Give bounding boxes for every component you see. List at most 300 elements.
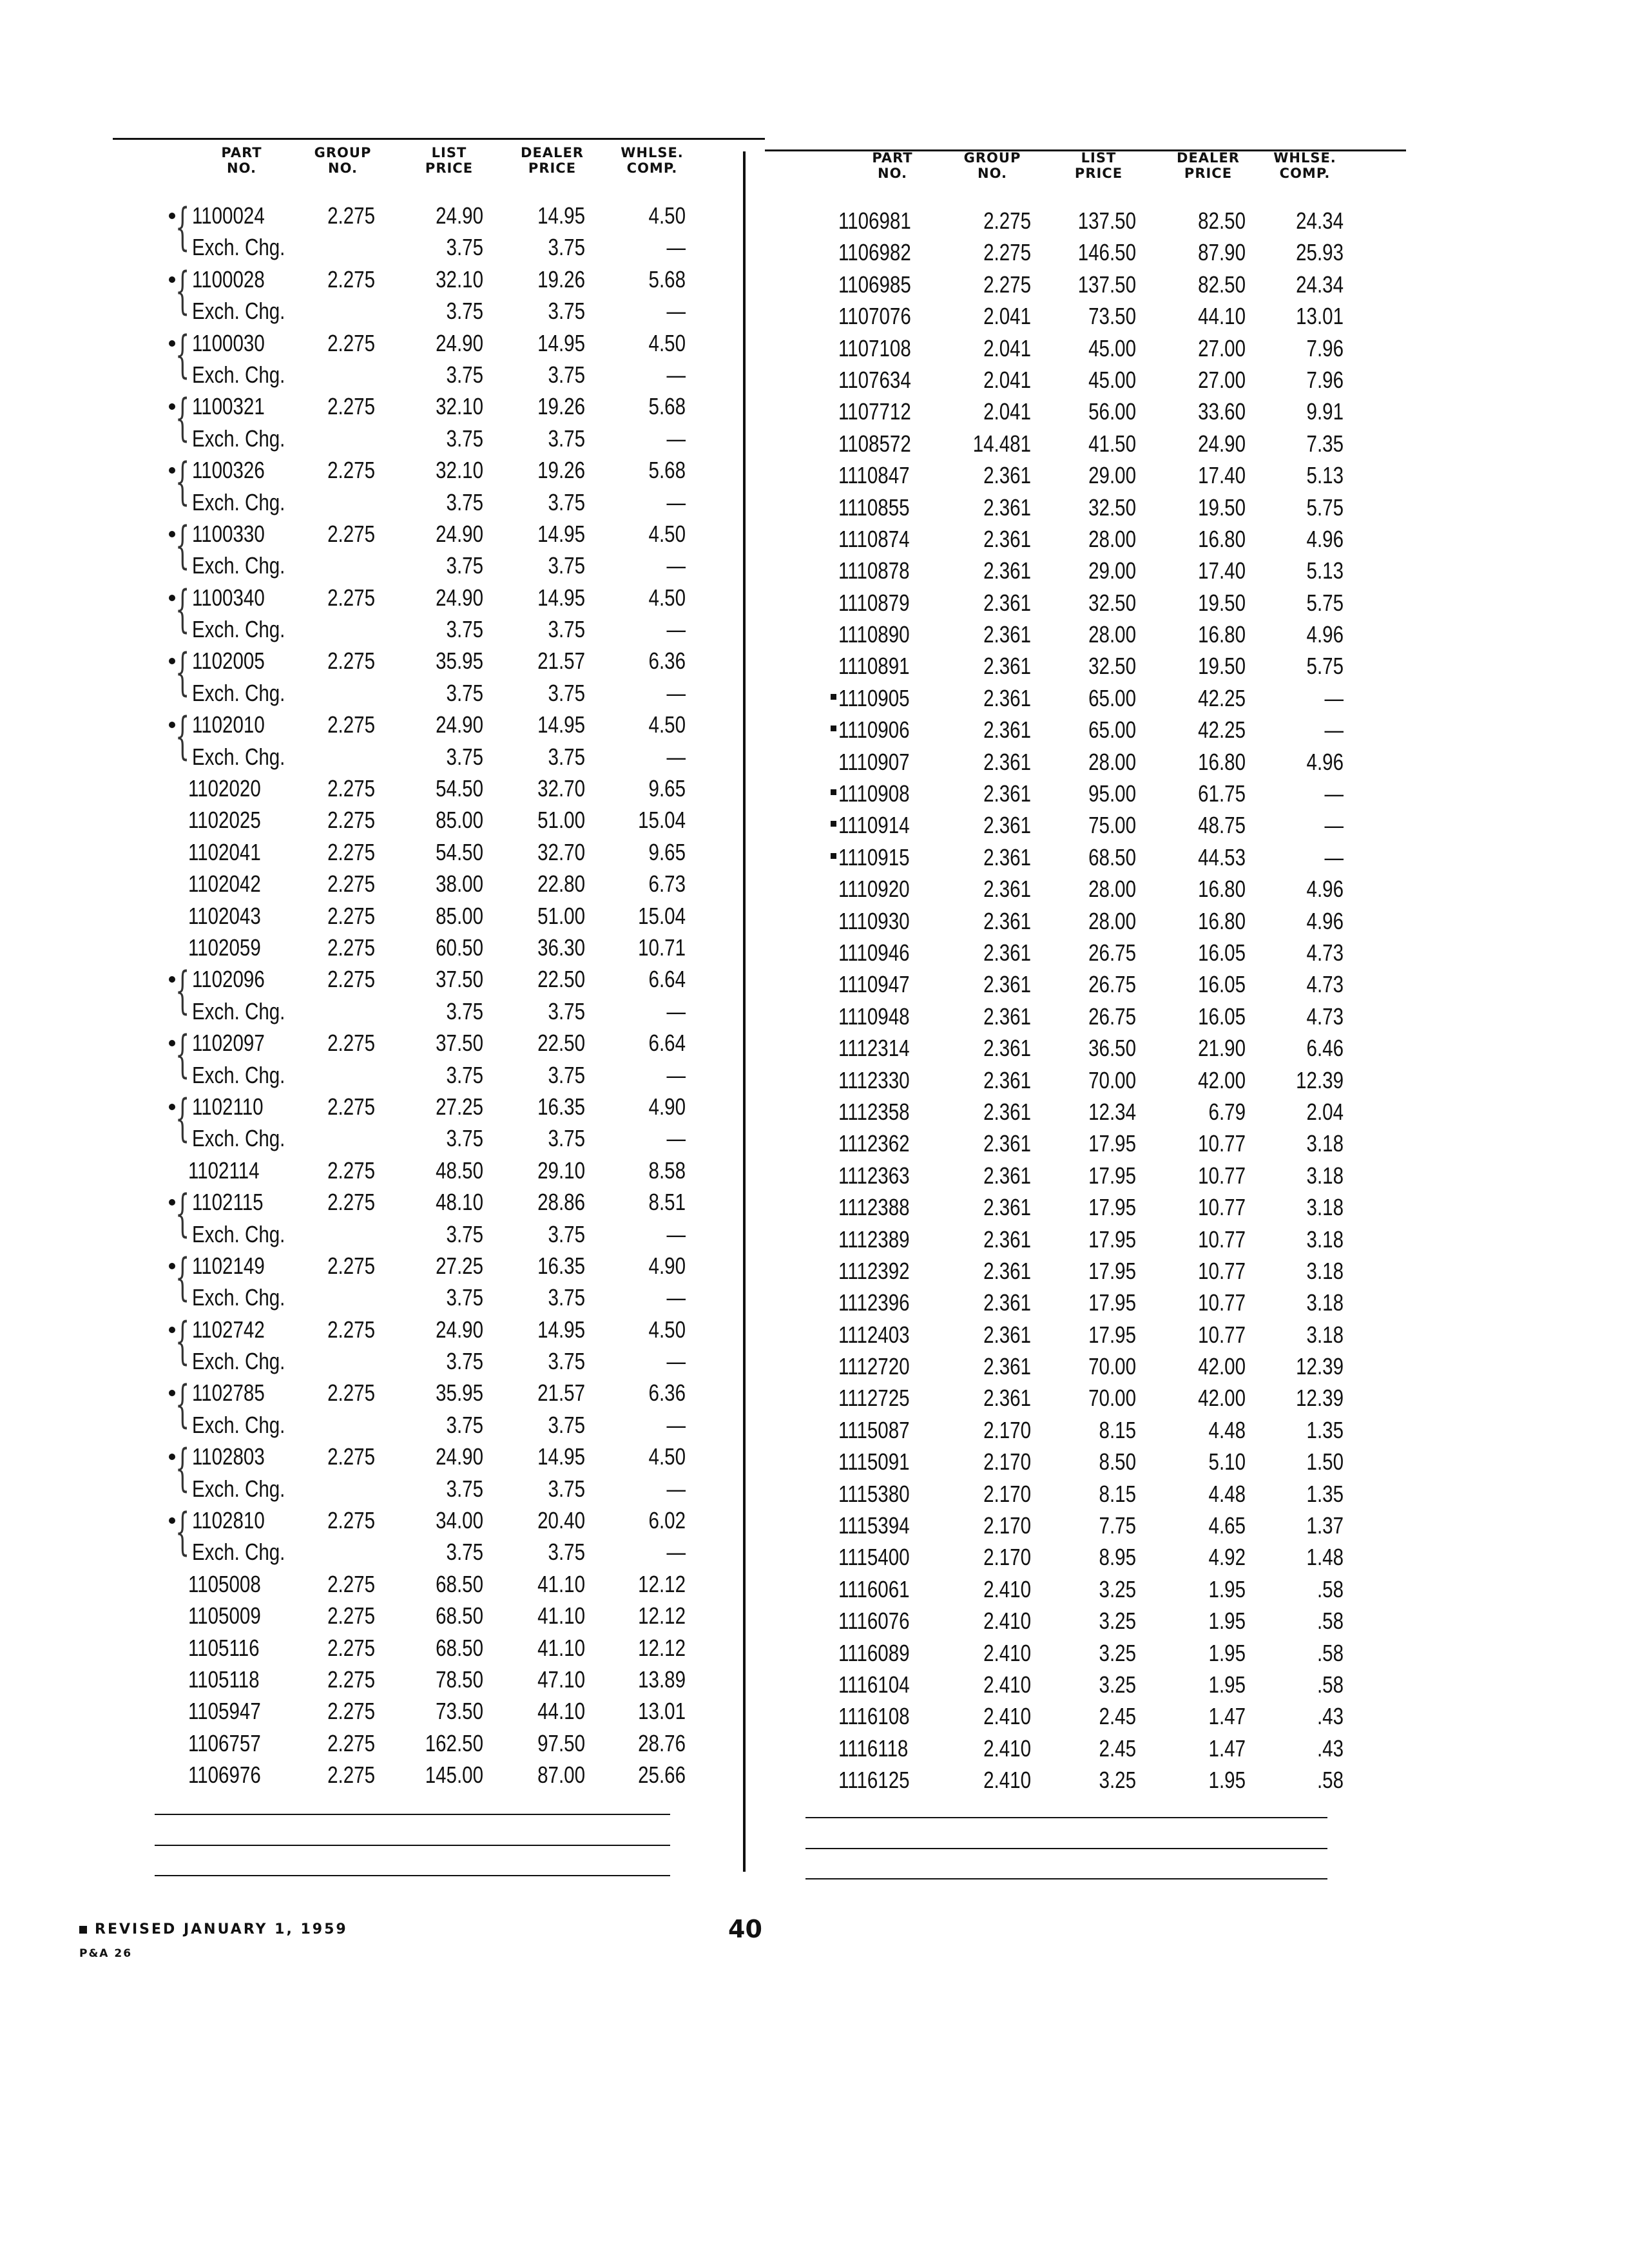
exchange-charge-label: Exch. Chg. (192, 488, 285, 515)
dealer-price: 3.75 (548, 1061, 585, 1088)
list-price: 3.75 (446, 1411, 483, 1438)
part-number: 1110905 (838, 684, 910, 711)
part-number: 1106981 (838, 207, 911, 234)
dealer-price: 1.95 (1208, 1608, 1246, 1635)
exchange-brace: { (175, 644, 190, 702)
dealer-price: 14.95 (537, 584, 585, 611)
list-price: 17.95 (1088, 1257, 1136, 1284)
group-number: 2.361 (983, 589, 1031, 616)
wholesale-comp: 7.96 (1306, 366, 1344, 393)
dealer-price: 48.75 (1198, 812, 1246, 839)
part-number: 1102115 (192, 1189, 264, 1216)
group-number: 2.275 (327, 1316, 375, 1343)
list-price: 70.00 (1088, 1385, 1136, 1412)
wholesale-comp: 8.58 (648, 1157, 686, 1184)
list-price: 68.50 (436, 1634, 483, 1661)
header-part-no: PART NO. (872, 150, 913, 181)
dealer-price: 10.77 (1198, 1257, 1246, 1284)
dealer-price: 19.26 (537, 457, 585, 484)
exchange-brace: { (175, 1248, 190, 1307)
group-number: 2.361 (983, 843, 1031, 870)
wholesale-comp: 6.64 (648, 1030, 686, 1057)
wholesale-comp: 4.50 (648, 1316, 686, 1343)
part-number: 1112396 (838, 1289, 910, 1316)
dealer-price: 10.77 (1198, 1130, 1246, 1157)
part-number: 1102110 (192, 1093, 264, 1120)
list-price: 162.50 (425, 1729, 483, 1756)
wholesale-comp: — (666, 298, 686, 325)
dealer-price: 1.95 (1208, 1671, 1246, 1698)
part-number: 1110948 (838, 1003, 910, 1030)
list-price: 28.00 (1088, 621, 1136, 648)
list-price: 24.90 (436, 584, 483, 611)
dealer-price: 87.90 (1198, 239, 1246, 266)
wholesale-comp: 4.50 (648, 520, 686, 547)
group-number: 2.275 (327, 1252, 375, 1279)
part-number: 1100326 (192, 457, 265, 484)
list-price: 3.75 (446, 1475, 483, 1502)
dealer-price: 14.95 (537, 1316, 585, 1343)
part-number: 1102810 (192, 1507, 265, 1534)
exchange-brace: { (175, 962, 190, 1021)
revised-square-marker (79, 1926, 87, 1934)
wholesale-comp: 1.48 (1306, 1544, 1344, 1571)
dealer-price: 3.75 (548, 1539, 585, 1566)
dealer-price: 28.86 (537, 1189, 585, 1216)
list-price: 3.25 (1099, 1608, 1136, 1635)
list-price: 3.25 (1099, 1767, 1136, 1794)
dealer-price: 51.00 (537, 807, 585, 834)
list-price: 54.50 (436, 838, 483, 865)
dealer-price: 3.75 (548, 298, 585, 325)
group-number: 2.275 (327, 265, 375, 293)
part-number: 1105008 (188, 1570, 261, 1597)
dealer-price: 19.26 (537, 265, 585, 293)
exchange-brace: { (175, 453, 190, 512)
exchange-brace: { (175, 1376, 190, 1434)
part-number: 1100321 (192, 393, 265, 420)
revised-square-marker (831, 726, 836, 731)
group-number: 2.361 (983, 939, 1031, 966)
exchange-charge-label: Exch. Chg. (192, 425, 285, 452)
dealer-price: 19.50 (1198, 589, 1246, 616)
dealer-price: 16.35 (537, 1252, 585, 1279)
group-number: 2.275 (327, 1762, 375, 1789)
wholesale-comp: — (666, 679, 686, 706)
dealer-price: 3.75 (548, 425, 585, 452)
top-rule-left (113, 138, 765, 140)
group-number: 2.361 (983, 1385, 1031, 1412)
part-number: 1115380 (838, 1480, 910, 1507)
group-number: 2.361 (983, 684, 1031, 711)
part-number: 1110947 (838, 971, 910, 998)
wholesale-comp: 4.50 (648, 711, 686, 738)
list-price: 24.90 (436, 711, 483, 738)
dealer-price: 41.10 (537, 1570, 585, 1597)
dealer-price: 3.75 (548, 743, 585, 770)
wholesale-comp: 3.18 (1306, 1289, 1344, 1316)
part-number: 1107108 (838, 334, 911, 361)
list-price: 3.75 (446, 425, 483, 452)
list-price: 145.00 (425, 1762, 483, 1789)
dealer-price: 14.95 (537, 711, 585, 738)
part-number: 1112720 (838, 1353, 910, 1380)
exchange-charge-label: Exch. Chg. (192, 552, 285, 579)
bullet-marker (169, 1390, 175, 1396)
list-price: 60.50 (436, 934, 483, 961)
dealer-price: 3.75 (548, 1284, 585, 1311)
group-number: 2.361 (983, 971, 1031, 998)
list-price: 3.75 (446, 616, 483, 643)
part-number: 1110920 (838, 876, 910, 903)
dealer-price: 5.10 (1208, 1448, 1246, 1475)
dealer-price: 36.30 (537, 934, 585, 961)
part-number: 1110906 (838, 716, 910, 744)
group-number: 2.410 (983, 1608, 1031, 1635)
part-number: 1116076 (838, 1608, 910, 1635)
part-number: 1102041 (188, 838, 261, 865)
wholesale-comp: 1.35 (1306, 1416, 1344, 1443)
group-number: 2.361 (983, 1162, 1031, 1189)
group-number: 2.275 (983, 271, 1031, 298)
exchange-brace: { (175, 1026, 190, 1084)
revised-square-marker (831, 789, 836, 795)
header-list-price: LIST PRICE (1074, 150, 1123, 181)
part-number: 1110930 (838, 907, 910, 934)
wholesale-comp: .58 (1316, 1639, 1344, 1666)
part-number: 1106985 (838, 271, 911, 298)
dealer-price: 3.75 (548, 1475, 585, 1502)
part-number: 1100028 (192, 265, 265, 293)
group-number: 2.275 (327, 648, 375, 675)
wholesale-comp: 4.96 (1306, 907, 1344, 934)
part-number: 1105118 (188, 1666, 260, 1693)
part-number: 1112363 (838, 1162, 910, 1189)
bullet-marker (169, 1327, 175, 1333)
list-price: 3.75 (446, 743, 483, 770)
dealer-price: 44.10 (1198, 303, 1246, 330)
wholesale-comp: 5.75 (1306, 653, 1344, 680)
exchange-brace: { (175, 580, 190, 639)
wholesale-comp: 6.36 (648, 648, 686, 675)
list-price: 17.95 (1088, 1194, 1136, 1221)
part-number: 1112330 (838, 1066, 910, 1093)
part-number: 1102010 (192, 711, 265, 738)
list-price: 17.95 (1088, 1225, 1136, 1253)
wholesale-comp: 4.96 (1306, 621, 1344, 648)
wholesale-comp: — (666, 1539, 686, 1566)
group-number: 2.275 (327, 584, 375, 611)
dealer-price: 1.47 (1208, 1703, 1246, 1730)
part-number: 1110879 (838, 589, 910, 616)
list-price: 45.00 (1088, 334, 1136, 361)
list-price: 3.25 (1099, 1671, 1136, 1698)
group-number: 2.275 (327, 1634, 375, 1661)
header-whlse-comp: WHLSE. COMP. (1273, 150, 1336, 181)
dealer-price: 4.48 (1208, 1416, 1246, 1443)
bullet-marker (169, 1040, 175, 1046)
wholesale-comp: 15.04 (638, 807, 686, 834)
list-price: 3.25 (1099, 1575, 1136, 1602)
header-whlse-comp: WHLSE. COMP. (621, 145, 684, 176)
bullet-marker (169, 213, 175, 219)
part-number: 1102020 (188, 775, 261, 802)
list-price: 73.50 (436, 1698, 483, 1725)
group-number: 14.481 (972, 430, 1031, 457)
blank-line (155, 1814, 670, 1815)
group-number: 2.275 (327, 1157, 375, 1184)
list-price: 41.50 (1088, 430, 1136, 457)
part-number: 1116061 (838, 1575, 910, 1602)
group-number: 2.410 (983, 1735, 1031, 1762)
group-number: 2.410 (983, 1767, 1031, 1794)
dealer-price: 41.10 (537, 1602, 585, 1629)
group-number: 2.275 (327, 1189, 375, 1216)
exchange-charge-label: Exch. Chg. (192, 1125, 285, 1152)
dealer-price: 82.50 (1198, 271, 1246, 298)
dealer-price: 42.00 (1198, 1066, 1246, 1093)
wholesale-comp: 24.34 (1296, 271, 1344, 298)
dealer-price: 24.90 (1198, 430, 1246, 457)
list-price: 3.75 (446, 1539, 483, 1566)
group-number: 2.361 (983, 1066, 1031, 1093)
dealer-price: 42.00 (1198, 1385, 1246, 1412)
group-number: 2.275 (327, 1602, 375, 1629)
dealer-price: 3.75 (548, 488, 585, 515)
wholesale-comp: 4.90 (648, 1093, 686, 1120)
list-price: 85.00 (436, 902, 483, 929)
dealer-price: 42.25 (1198, 684, 1246, 711)
list-price: 17.95 (1088, 1130, 1136, 1157)
wholesale-comp: 24.34 (1296, 207, 1344, 234)
part-number: 1112388 (838, 1194, 910, 1221)
part-number: 1100024 (192, 202, 265, 229)
part-number: 1102096 (192, 966, 265, 993)
wholesale-comp: 12.39 (1296, 1353, 1344, 1380)
list-price: 24.90 (436, 202, 483, 229)
part-number: 1116108 (838, 1703, 910, 1730)
wholesale-comp: 4.50 (648, 329, 686, 356)
list-price: 32.10 (436, 457, 483, 484)
list-price: 37.50 (436, 1030, 483, 1057)
list-price: 48.10 (436, 1189, 483, 1216)
list-price: 56.00 (1088, 398, 1136, 425)
group-number: 2.361 (983, 1003, 1031, 1030)
exchange-charge-label: Exch. Chg. (192, 234, 285, 261)
list-price: 3.75 (446, 1348, 483, 1375)
list-price: 12.34 (1088, 1098, 1136, 1125)
dealer-price: 4.48 (1208, 1480, 1246, 1507)
wholesale-comp: 5.13 (1306, 462, 1344, 489)
dealer-price: 97.50 (537, 1729, 585, 1756)
wholesale-comp: — (666, 1220, 686, 1247)
wholesale-comp: 5.68 (648, 265, 686, 293)
wholesale-comp: — (666, 743, 686, 770)
part-number: 1110847 (838, 462, 910, 489)
list-price: 28.00 (1088, 907, 1136, 934)
list-price: 32.50 (1088, 589, 1136, 616)
part-number: 1110908 (838, 780, 910, 807)
wholesale-comp: — (666, 997, 686, 1024)
wholesale-comp: 12.12 (638, 1570, 686, 1597)
exchange-charge-label: Exch. Chg. (192, 616, 285, 643)
part-number: 1112725 (838, 1385, 910, 1412)
list-price: 137.50 (1077, 207, 1136, 234)
wholesale-comp: 6.46 (1306, 1035, 1344, 1062)
group-number: 2.361 (983, 812, 1031, 839)
list-price: 32.50 (1088, 494, 1136, 521)
dealer-price: 1.95 (1208, 1575, 1246, 1602)
dealer-price: 44.53 (1198, 843, 1246, 870)
group-number: 2.361 (983, 1321, 1031, 1348)
wholesale-comp: 12.12 (638, 1602, 686, 1629)
bullet-marker (169, 1199, 175, 1206)
list-price: 37.50 (436, 966, 483, 993)
dealer-price: 20.40 (537, 1507, 585, 1534)
form-code: P&A 26 (79, 1947, 133, 1960)
blank-line (805, 1878, 1327, 1879)
dealer-price: 61.75 (1198, 780, 1246, 807)
wholesale-comp: 6.64 (648, 966, 686, 993)
part-number: 1105009 (188, 1602, 261, 1629)
wholesale-comp: 3.18 (1306, 1130, 1344, 1157)
dealer-price: 51.00 (537, 902, 585, 929)
part-number: 1116125 (838, 1767, 910, 1794)
dealer-price: 1.47 (1208, 1735, 1246, 1762)
dealer-price: 27.00 (1198, 366, 1246, 393)
wholesale-comp: 12.39 (1296, 1066, 1344, 1093)
list-price: 24.90 (436, 1316, 483, 1343)
part-number: 1102114 (188, 1157, 260, 1184)
dealer-price: 16.35 (537, 1093, 585, 1120)
bullet-marker (169, 403, 175, 410)
list-price: 24.90 (436, 329, 483, 356)
dealer-price: 22.50 (537, 1030, 585, 1057)
dealer-price: 16.80 (1198, 907, 1246, 934)
revision-note (79, 1921, 348, 1937)
part-number: 1112403 (838, 1321, 910, 1348)
wholesale-comp: — (1324, 684, 1344, 711)
group-number: 2.361 (983, 653, 1031, 680)
wholesale-comp: 4.73 (1306, 939, 1344, 966)
group-number: 2.361 (983, 1225, 1031, 1253)
exchange-charge-label: Exch. Chg. (192, 1411, 285, 1438)
list-price: 32.50 (1088, 653, 1136, 680)
dealer-price: 82.50 (1198, 207, 1246, 234)
exchange-charge-label: Exch. Chg. (192, 1475, 285, 1502)
list-price: 36.50 (1088, 1035, 1136, 1062)
bullet-marker (169, 276, 175, 283)
dealer-price: 10.77 (1198, 1225, 1246, 1253)
group-number: 2.361 (983, 1289, 1031, 1316)
wholesale-comp: 9.65 (648, 838, 686, 865)
exchange-brace: { (175, 262, 190, 320)
part-number: 1108572 (838, 430, 911, 457)
group-number: 2.361 (983, 780, 1031, 807)
list-price: 146.50 (1077, 239, 1136, 266)
dealer-price: 3.75 (548, 679, 585, 706)
group-number: 2.275 (327, 1729, 375, 1756)
dealer-price: 6.79 (1208, 1098, 1246, 1125)
wholesale-comp: 5.75 (1306, 589, 1344, 616)
dealer-price: 3.75 (548, 616, 585, 643)
list-price: 2.45 (1099, 1735, 1136, 1762)
wholesale-comp: .58 (1316, 1575, 1344, 1602)
part-number: 1112314 (838, 1035, 910, 1062)
list-price: 38.00 (436, 870, 483, 898)
list-price: 70.00 (1088, 1066, 1136, 1093)
list-price: 3.75 (446, 298, 483, 325)
list-price: 27.25 (436, 1252, 483, 1279)
wholesale-comp: 5.68 (648, 393, 686, 420)
wholesale-comp: 4.96 (1306, 525, 1344, 552)
dealer-price: 21.90 (1198, 1035, 1246, 1062)
revised-square-marker (831, 694, 836, 700)
group-number: 2.361 (983, 462, 1031, 489)
exchange-brace: { (175, 1185, 190, 1244)
group-number: 2.275 (327, 202, 375, 229)
list-price: 8.15 (1099, 1480, 1136, 1507)
exchange-brace: { (175, 1312, 190, 1370)
group-number: 2.361 (983, 1257, 1031, 1284)
dealer-price: 3.75 (548, 552, 585, 579)
part-number: 1116089 (838, 1639, 910, 1666)
dealer-price: 10.77 (1198, 1289, 1246, 1316)
group-number: 2.275 (327, 934, 375, 961)
exchange-charge-label: Exch. Chg. (192, 1220, 285, 1247)
wholesale-comp: — (1324, 812, 1344, 839)
part-number: 1102149 (192, 1252, 265, 1279)
part-number: 1102785 (192, 1379, 265, 1407)
exchange-brace: { (175, 198, 190, 256)
exchange-charge-label: Exch. Chg. (192, 1539, 285, 1566)
dealer-price: 42.00 (1198, 1353, 1246, 1380)
part-number: 1110874 (838, 525, 910, 552)
list-price: 35.95 (436, 1379, 483, 1407)
header-list-price: LIST PRICE (425, 145, 474, 176)
dealer-price: 16.05 (1198, 971, 1246, 998)
group-number: 2.275 (327, 1698, 375, 1725)
dealer-price: 16.05 (1198, 939, 1246, 966)
wholesale-comp: 8.51 (648, 1189, 686, 1216)
wholesale-comp: .43 (1316, 1703, 1344, 1730)
exchange-charge-label: Exch. Chg. (192, 997, 285, 1024)
list-price: 54.50 (436, 775, 483, 802)
group-number: 2.041 (983, 334, 1031, 361)
part-number: 1102043 (188, 902, 261, 929)
group-number: 2.275 (327, 870, 375, 898)
group-number: 2.275 (327, 1666, 375, 1693)
bullet-marker (169, 658, 175, 664)
part-number: 1116118 (838, 1735, 909, 1762)
list-price: 3.75 (446, 234, 483, 261)
page-number: 40 (728, 1915, 762, 1943)
blank-line (155, 1845, 670, 1846)
list-price: 8.15 (1099, 1416, 1136, 1443)
dealer-price: 1.95 (1208, 1767, 1246, 1794)
part-number: 1110907 (838, 748, 910, 775)
part-number: 1100030 (192, 329, 265, 356)
wholesale-comp: 7.35 (1306, 430, 1344, 457)
header-dealer-price: DEALER PRICE (1177, 150, 1240, 181)
part-number: 1110946 (838, 939, 910, 966)
wholesale-comp: — (1324, 843, 1344, 870)
header-group-no: GROUP NO. (963, 150, 1021, 181)
part-number: 1115394 (838, 1512, 910, 1539)
list-price: 45.00 (1088, 366, 1136, 393)
part-number: 1100330 (192, 520, 265, 547)
list-price: 29.00 (1088, 462, 1136, 489)
